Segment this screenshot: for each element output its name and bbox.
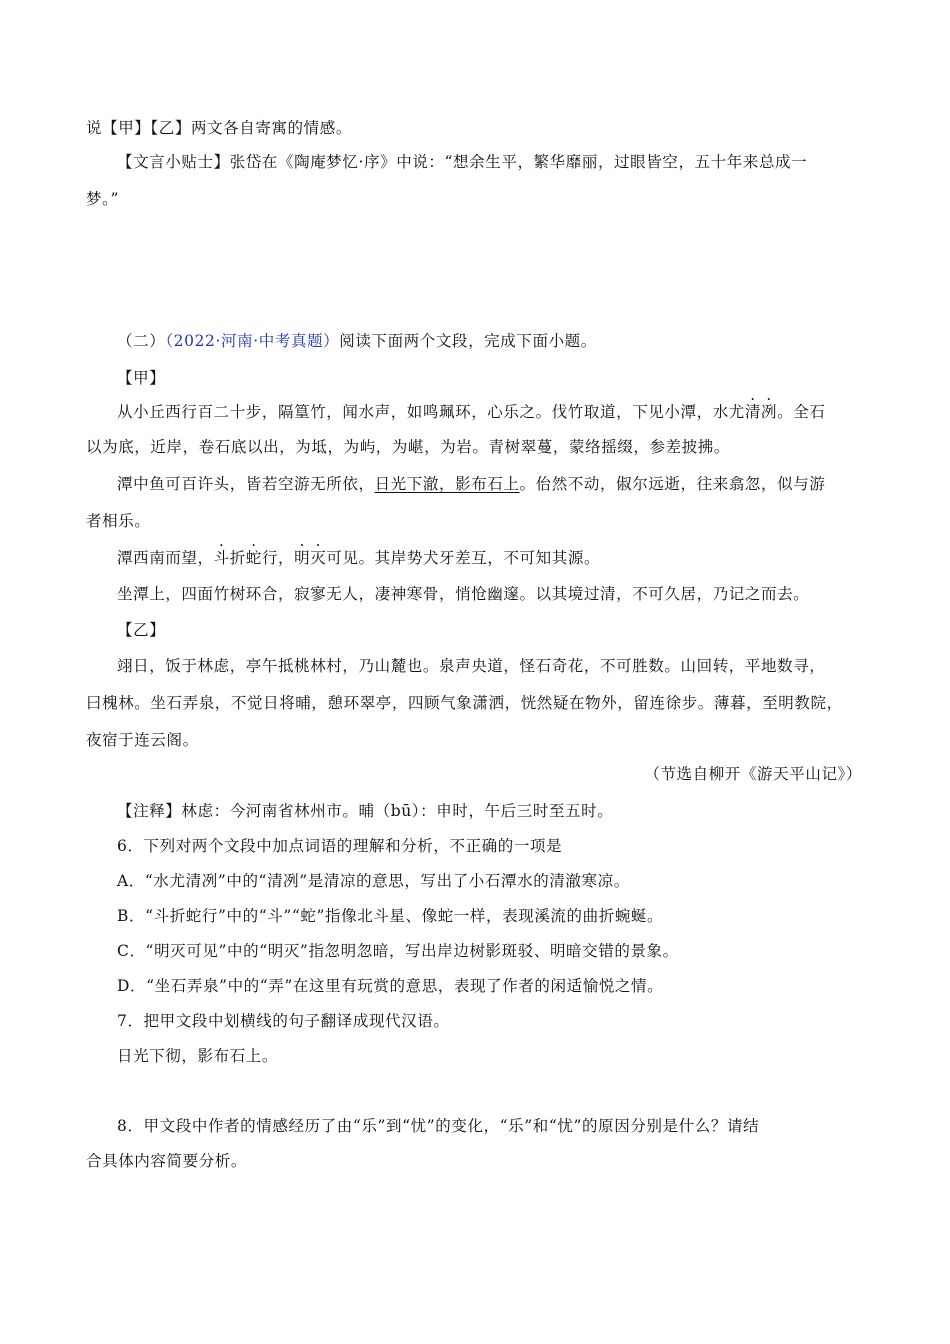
section-instruction: 阅读下面两个文段，完成下面小题。	[339, 332, 597, 350]
passage-line	[117, 402, 825, 422]
option-a: A．“水尤清冽”中的“清冽”是清凉的意思，写出了小石潭水的清澈寒凉。	[117, 872, 630, 890]
passage-line	[117, 474, 825, 494]
tip-line: 【文言小贴士】张岱在《陶庵梦忆·序》中说：“想余生平，繁华靡丽，过眼皆空，五十年来总成一	[117, 153, 808, 171]
passage-line: 曰槐林。坐石弄泉，不觉日将晡，憩环翠亭，四顾气象潇洒，恍然疑在物外，留连徐步。薄暮，至明教院，	[86, 694, 843, 712]
annotation: 【注释】林虑：今河南省林州市。晡（bū）：申时，午后三时至五时。	[117, 802, 614, 820]
text-span: 潭西南而望，	[117, 549, 214, 567]
option-c: C．“明灭可见”中的“明灭”指忽明忽暗，写出岸边树影斑驳、明暗交错的景象。	[117, 942, 679, 960]
text-line: 说【甲】【乙】两文各自寄寓的情感。	[86, 119, 352, 137]
text-span: 行，	[261, 549, 295, 567]
passage-label-yi: 【乙】	[117, 621, 166, 639]
text-span: 从小丘西行百二十步，隔篁竹，闻水声，如鸣珮环，心乐之。伐竹取道，下见小潭，水尤	[117, 403, 745, 421]
option-d: D．“坐石弄泉”中的“弄”在这里有玩赏的意思，表现了作者的闲适愉悦之情。	[117, 977, 664, 995]
question-8-cont: 合具体内容简要分析。	[86, 1152, 248, 1170]
option-b: B．“斗折蛇行”中的“斗”“蛇”指像北斗星、像蛇一样，表现溪流的曲折蜿蜒。	[117, 907, 664, 925]
dotted-word: 明	[294, 549, 311, 567]
text-span: 折	[229, 549, 246, 567]
passage-line: 坐潭上，四面竹树环合，寂寥无人，凄神寒骨，悄怆幽邃。以其境过清，不可久居，乃记之而去。	[117, 585, 810, 603]
passage-label-jia: 【甲】	[117, 369, 166, 387]
section-header	[117, 331, 597, 351]
question-7: 7．把甲文段中划横线的句子翻译成现代汉语。	[117, 1012, 450, 1030]
passage-source: （节选自柳开《游天平山记》）	[644, 765, 862, 783]
text-span: 。佁然不动，俶尔远逝，往来翕忽，似与游	[519, 475, 826, 493]
passage-line: 翊日，饭于林虑，亭午抵桃林村，乃山麓也。泉声央道，怪石奇花，不可胜数。山回转，平地数寻，	[117, 657, 826, 675]
dotted-word: 灭	[310, 549, 327, 567]
question-8: 8．甲文段中作者的情感经历了由“乐”到“忧”的变化，“乐”和“忧”的原因分别是什么？请结	[117, 1117, 760, 1135]
dotted-word: 蛇	[245, 549, 262, 567]
tip-line: 梦。”	[86, 190, 119, 208]
passage-line: 夜宿于连云阁。	[86, 731, 199, 749]
text-span: 可见。其岸势犬牙差互，不可知其源。	[326, 549, 601, 567]
passage-line	[117, 548, 600, 568]
answer-7: 日光下彻，影布石上。	[117, 1047, 279, 1065]
dotted-word: 冽	[761, 403, 778, 421]
text-span: 。全石	[777, 403, 826, 421]
text-span: 潭中鱼可百许头，皆若空游无所依，	[117, 475, 375, 493]
section-number: （二）	[117, 332, 166, 350]
exam-source[interactable]: （2022·河南·中考真题）	[165, 332, 340, 350]
dotted-word: 斗	[213, 549, 230, 567]
underlined-sentence: 日光下澈，影布石上	[374, 475, 520, 493]
passage-line: 以为底，近岸，卷石底以出，为坻，为屿，为嵁，为岩。青树翠蔓，蒙络摇缀，参差披拂。	[86, 438, 731, 456]
question-6: 6．下列对两个文段中加点词语的理解和分析，不正确的一项是	[117, 837, 563, 855]
dotted-word: 清	[744, 403, 762, 421]
passage-line: 者相乐。	[86, 512, 151, 530]
